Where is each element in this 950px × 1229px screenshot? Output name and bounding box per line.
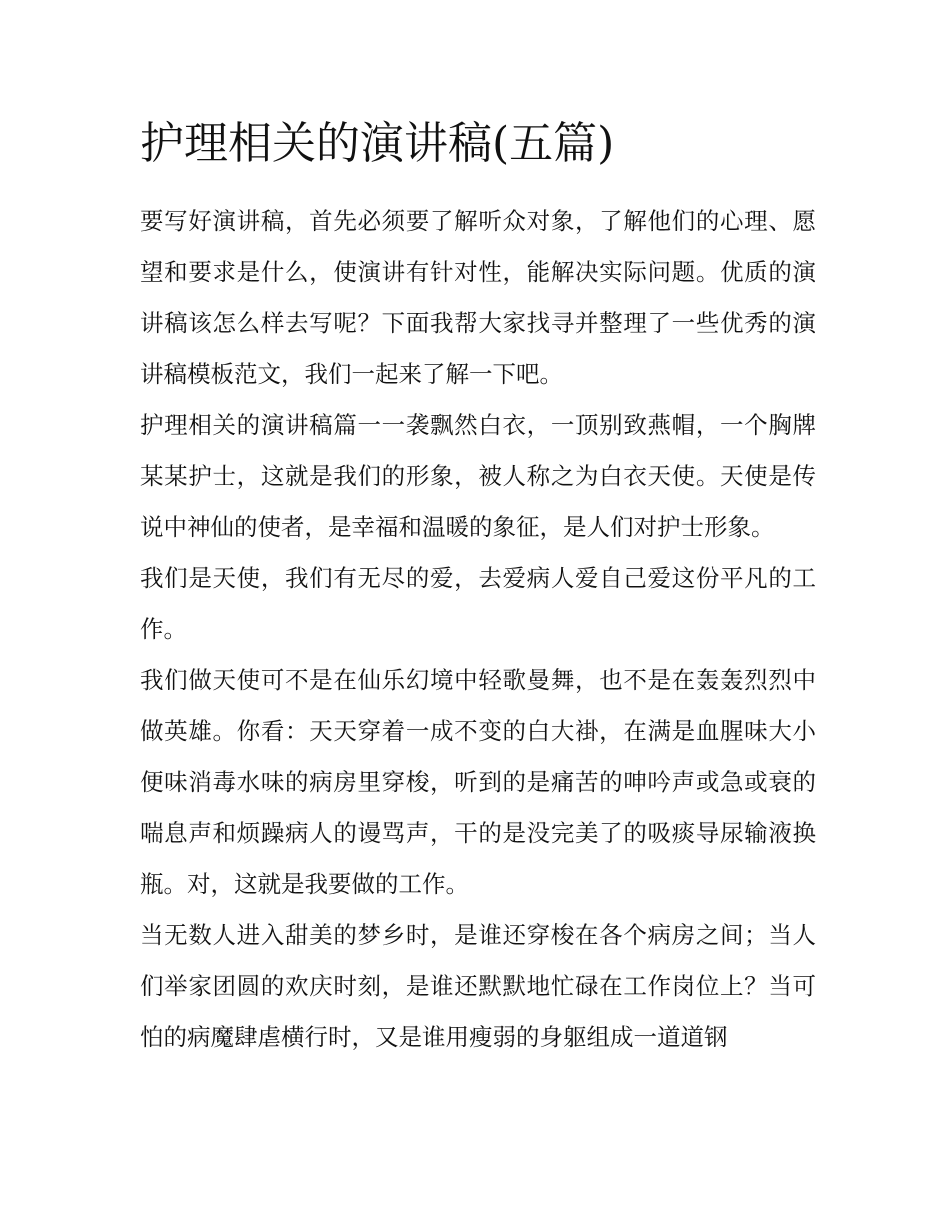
paragraph-daily-work: 我们做天使可不是在仙乐幻境中轻歌曼舞，也不是在轰轰烈烈中做英雄。你看：天天穿着一成不变的白大褂，在满是血腥味大小便味消毒水味的病房里穿梭，听到的是痛苦的呻吟声或急或衰的喘息声和烦躁病人的谩骂声，干的是没完美了的吸痰导尿输液换瓶。对，这就是我要做的工作。 bbox=[140, 666, 816, 898]
paragraph-chapter-one: 护理相关的演讲稿篇一一袭飘然白衣，一顶别致燕帽，一个胸牌某某护士，这就是我们的形象，被人称之为白衣天使。天使是传说中神仙的使者，是幸福和温暖的象征，是人们对护士形象。 bbox=[140, 411, 816, 541]
paragraph-night-shift: 当无数人进入甜美的梦乡时，是谁还穿梭在各个病房之间；当人们举家团圆的欢庆时刻，是谁还默默地忙碌在工作岗位上？当可怕的病魔肆虐横行时，又是谁用瘦弱的身躯组成一道道钢 bbox=[140, 921, 816, 1051]
paragraph-angels: 我们是天使，我们有无尽的爱，去爱病人爱自己爱这份平凡的工作。 bbox=[140, 564, 816, 643]
document-title: 护理相关的演讲稿(五篇) bbox=[140, 118, 615, 169]
document-body bbox=[140, 196, 816, 1063]
paragraph-intro: 要写好演讲稿，首先必须要了解听众对象，了解他们的心理、愿望和要求是什么，使演讲有针对性，能解决实际问题。优质的演讲稿该怎么样去写呢？下面我帮大家找寻并整理了一些优秀的演讲稿模板范文，我们一起来了解一下吧。 bbox=[140, 207, 816, 388]
